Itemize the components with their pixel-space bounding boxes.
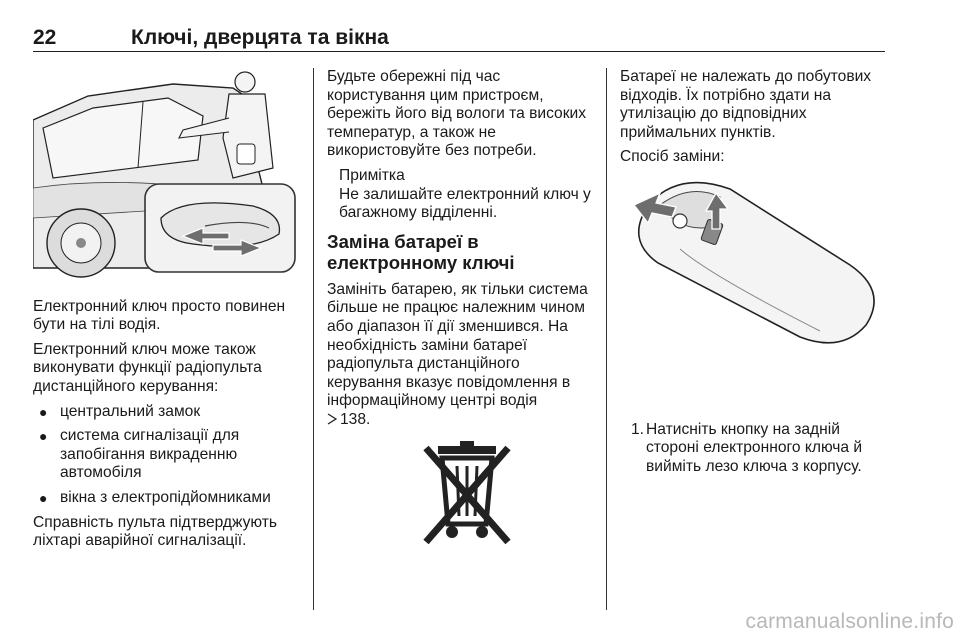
list-item-text: система сигналізації для запобігання викраденню автомобіля: [60, 427, 240, 482]
bullet-dot-icon: ●: [39, 403, 48, 420]
paragraph: Електронний ключ просто повинен бути на тілі водія.: [33, 297, 286, 334]
car-door-handle-illustration: [33, 68, 298, 278]
page-header: [33, 26, 885, 52]
feature-list: [33, 403, 298, 508]
column-divider: [313, 68, 314, 610]
note-title: Примітка: [339, 166, 405, 184]
watermark: carmanualsonline.info: [745, 610, 954, 633]
paragraph-text: Замініть батарею, як тільки система більше не працює належним чином або діапазон її дії зменшився. На необхідність заміни батареї радіопульта дистанційного керування вказує повідомлення в інформаційному центрі водія: [327, 280, 588, 410]
paragraph: Справність пульта підтверджують ліхтарі аварійної сигналізації.: [33, 513, 278, 550]
page-number: 22: [33, 26, 57, 49]
list-item: [33, 427, 298, 483]
page-reference-link[interactable]: 138.: [340, 410, 371, 428]
paragraph: Будьте обережні під час користування цим пристроєм, бережіть його від вологи та високих температур, а також не використовуйте без потреби.: [327, 68, 587, 160]
paragraph: Батареї не належать до побутових відходів. Їх потрібно здати на утилізацію до відповідних приймальних пунктів.: [620, 68, 872, 141]
bullet-dot-icon: ●: [39, 489, 48, 506]
paragraph: [327, 281, 593, 430]
column-divider: [606, 68, 607, 610]
list-item: [33, 489, 298, 508]
steps-list: [620, 421, 886, 477]
list-item-text: центральний замок: [60, 402, 201, 420]
note-block: [327, 167, 593, 223]
column-3: [620, 68, 886, 476]
electronic-key-illustration: [620, 175, 886, 397]
column-1: [33, 68, 298, 557]
paragraph: Спосіб заміни:: [620, 148, 725, 166]
page-reference-arrow-icon: [327, 413, 337, 425]
section-title: Заміна батареї в електронному ключі: [327, 230, 515, 273]
page-title: Ключі, дверцята та вікна: [131, 26, 389, 49]
note-text: Не залишайте електронний ключ у багажному відділенні.: [339, 185, 591, 222]
bullet-dot-icon: ●: [39, 428, 48, 445]
list-item: [33, 403, 298, 422]
step-number: 1.: [631, 420, 645, 438]
step-text: Натисніть кнопку на задній стороні електронного ключа й вийміть лезо ключа з корпусу.: [646, 420, 863, 475]
list-item-text: вікна з електропідйомниками: [60, 488, 271, 506]
paragraph: Електронний ключ може також виконувати функції радіопульта дистанційного керування:: [33, 340, 262, 395]
step-item: [620, 421, 886, 477]
crossed-out-bin-icon: [402, 440, 532, 548]
column-2: [327, 68, 593, 548]
